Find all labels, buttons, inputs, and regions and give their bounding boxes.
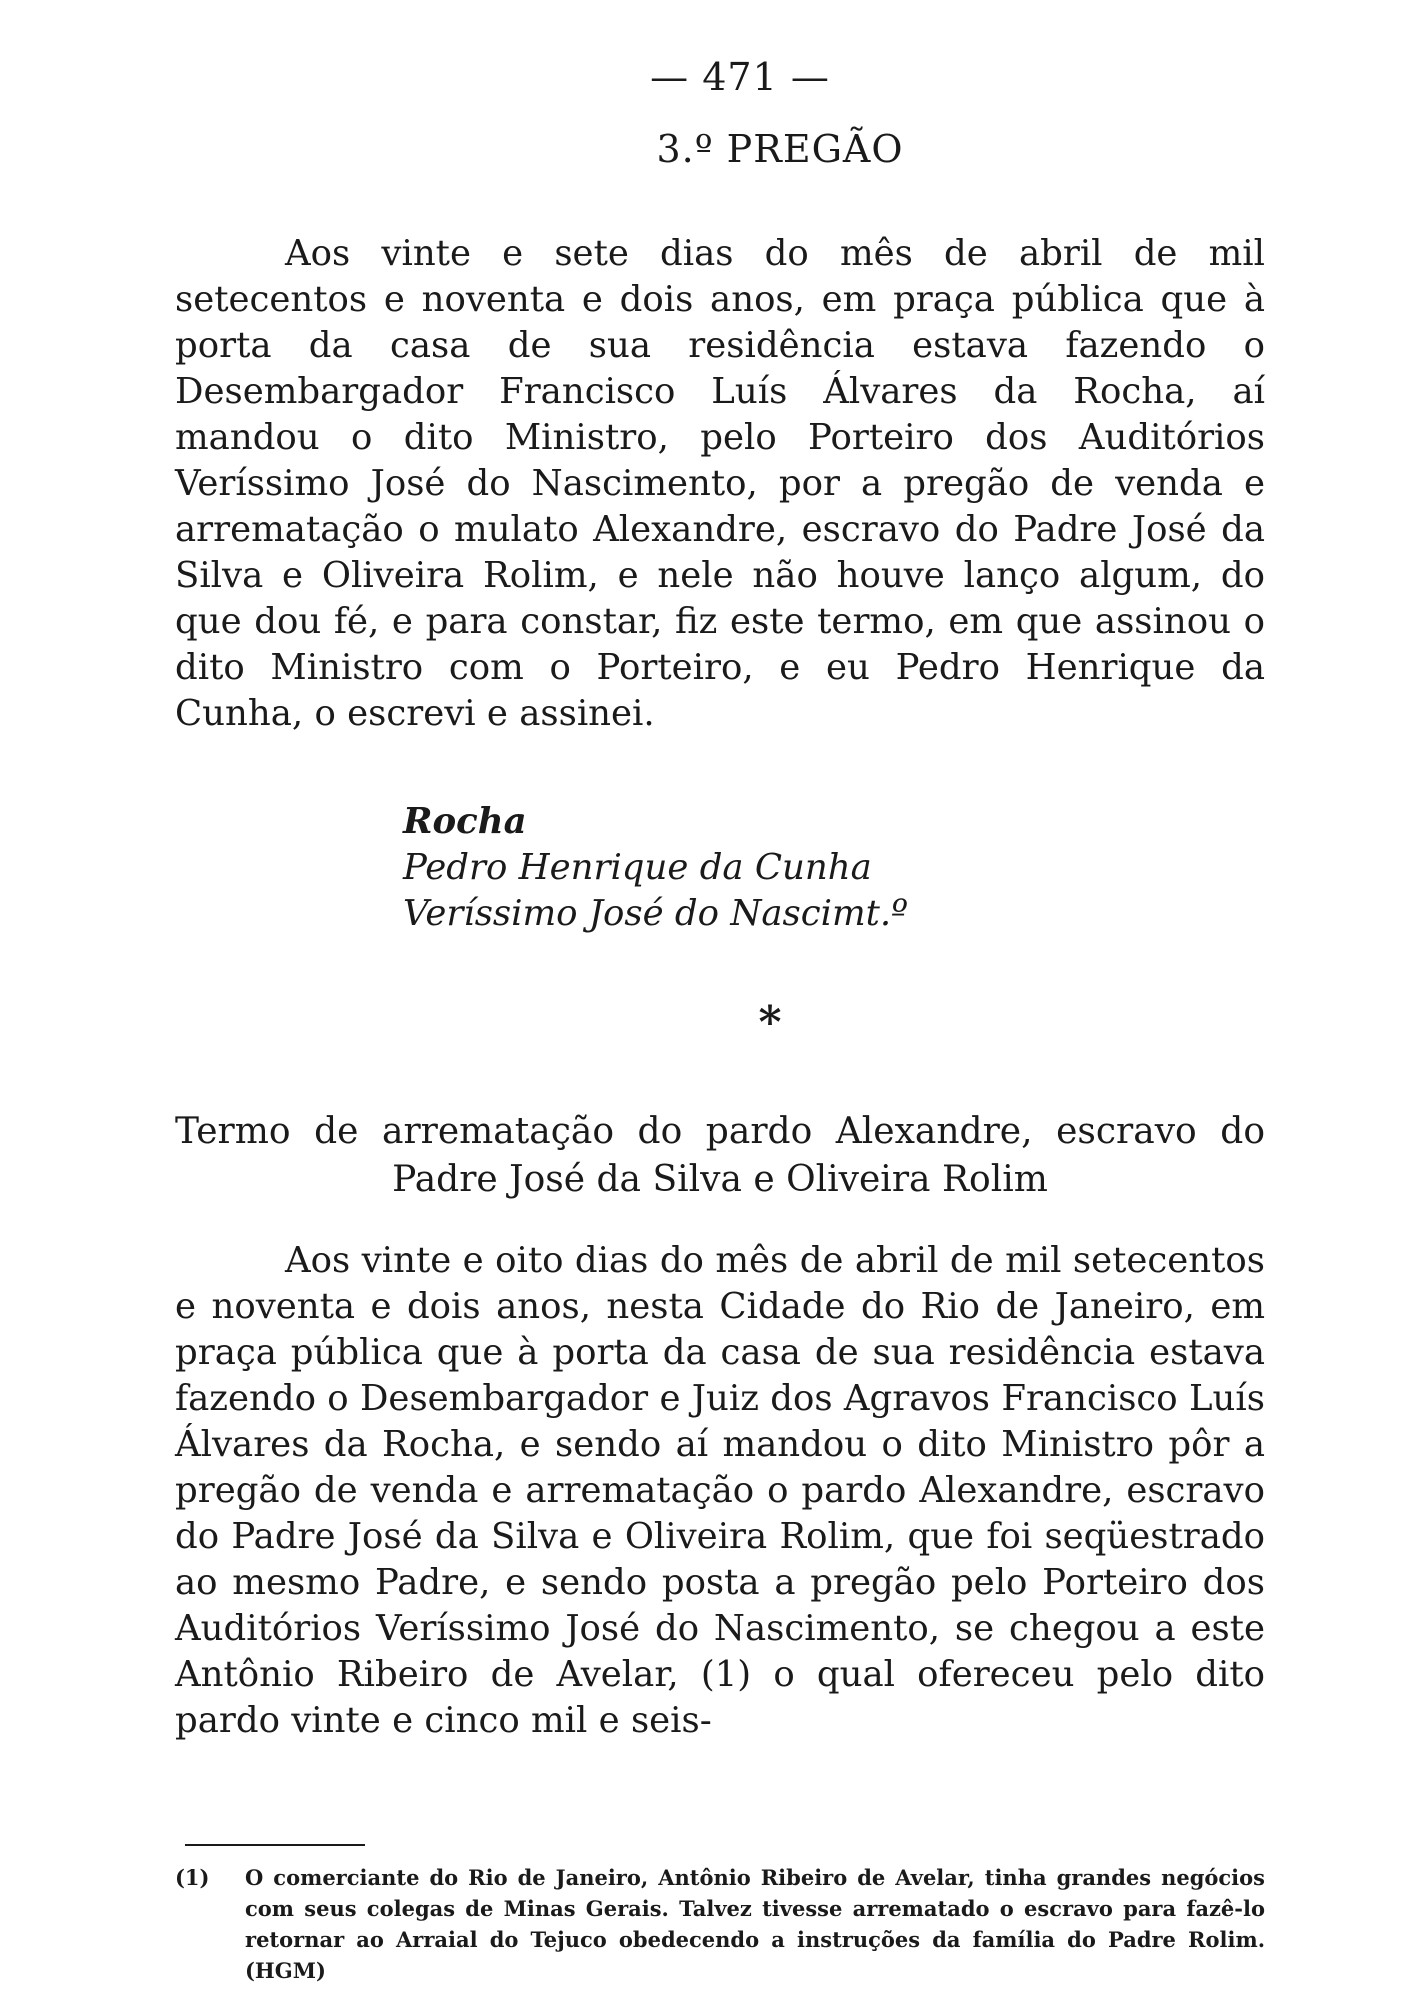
document-title [175, 1108, 1265, 1204]
footnote-divider [185, 1844, 365, 1846]
asterisk-separator: * [758, 997, 782, 1048]
signature-verissimo: Veríssimo José do Nascimt.º [403, 893, 908, 934]
signature-block [403, 799, 1265, 937]
section-heading: 3.º PREGÃO [656, 127, 904, 171]
document-page [175, 55, 1265, 1986]
footnote-text: O comerciante do Rio de Janeiro, Antônio Ribeiro de Avelar, tinha grandes negócios com seus colegas de Minas Gerais. Talvez tivesse arrematado o escravo para fazê-lo retornar ao Arraial do Tejuco obedecendo a instruções da família do Padre Rolim. (HGM) [245, 1865, 1265, 1983]
footnote-marker: (1) [175, 1865, 210, 1890]
signature-pedro-henrique: Pedro Henrique da Cunha [403, 847, 872, 888]
signature-rocha: Rocha [403, 801, 527, 842]
document-title-line-2: Padre José da Silva e Oliveira Rolim [392, 1159, 1048, 1200]
footnote [175, 1862, 1265, 1986]
document-title-line-1: Termo de arrematação do pardo Alexandre, escravo do [175, 1111, 1265, 1152]
paragraph-arrematacao: Aos vinte e oito dias do mês de abril de mil setecentos e noventa e dois anos, nesta Cidade do Rio de Janeiro, em praça pública que à porta da casa de sua residência estava fazendo o Desembargador e Juiz dos Agravos Francisco Luís Álvares da Rocha, e sendo aí mandou o dito Ministro pôr a pregão de venda e arrematação o pardo Alexandre, escravo do Padre José da Silva e Oliveira Rolim, que foi seqüestrado ao mesmo Padre, e sendo posta a pregão pelo Porteiro dos Auditórios Veríssimo José do Nascimento, se chegou a este Antônio Ribeiro de Avelar, (1) o qual ofereceu pelo dito pardo vinte e cinco mil e seis- [175, 1240, 1265, 1741]
paragraph-first-auction: Aos vinte e sete dias do mês de abril de mil setecentos e noventa e dois anos, em praça pública que à porta da casa de sua residência estava fazendo o Desembargador Francisco Luís Álvares da Rocha, aí mandou o dito Ministro, pelo Porteiro dos Auditórios Veríssimo José do Nascimento, por a pregão de venda e arrematação o mulato Alexandre, escravo do Padre José da Silva e Oliveira Rolim, e nele não houve lanço algum, do que dou fé, e para constar, fiz este termo, em que assinou o dito Ministro com o Porteiro, e eu Pedro Henrique da Cunha, o escrevi e assinei. [175, 233, 1265, 734]
page-number: — 471 — [650, 55, 830, 99]
